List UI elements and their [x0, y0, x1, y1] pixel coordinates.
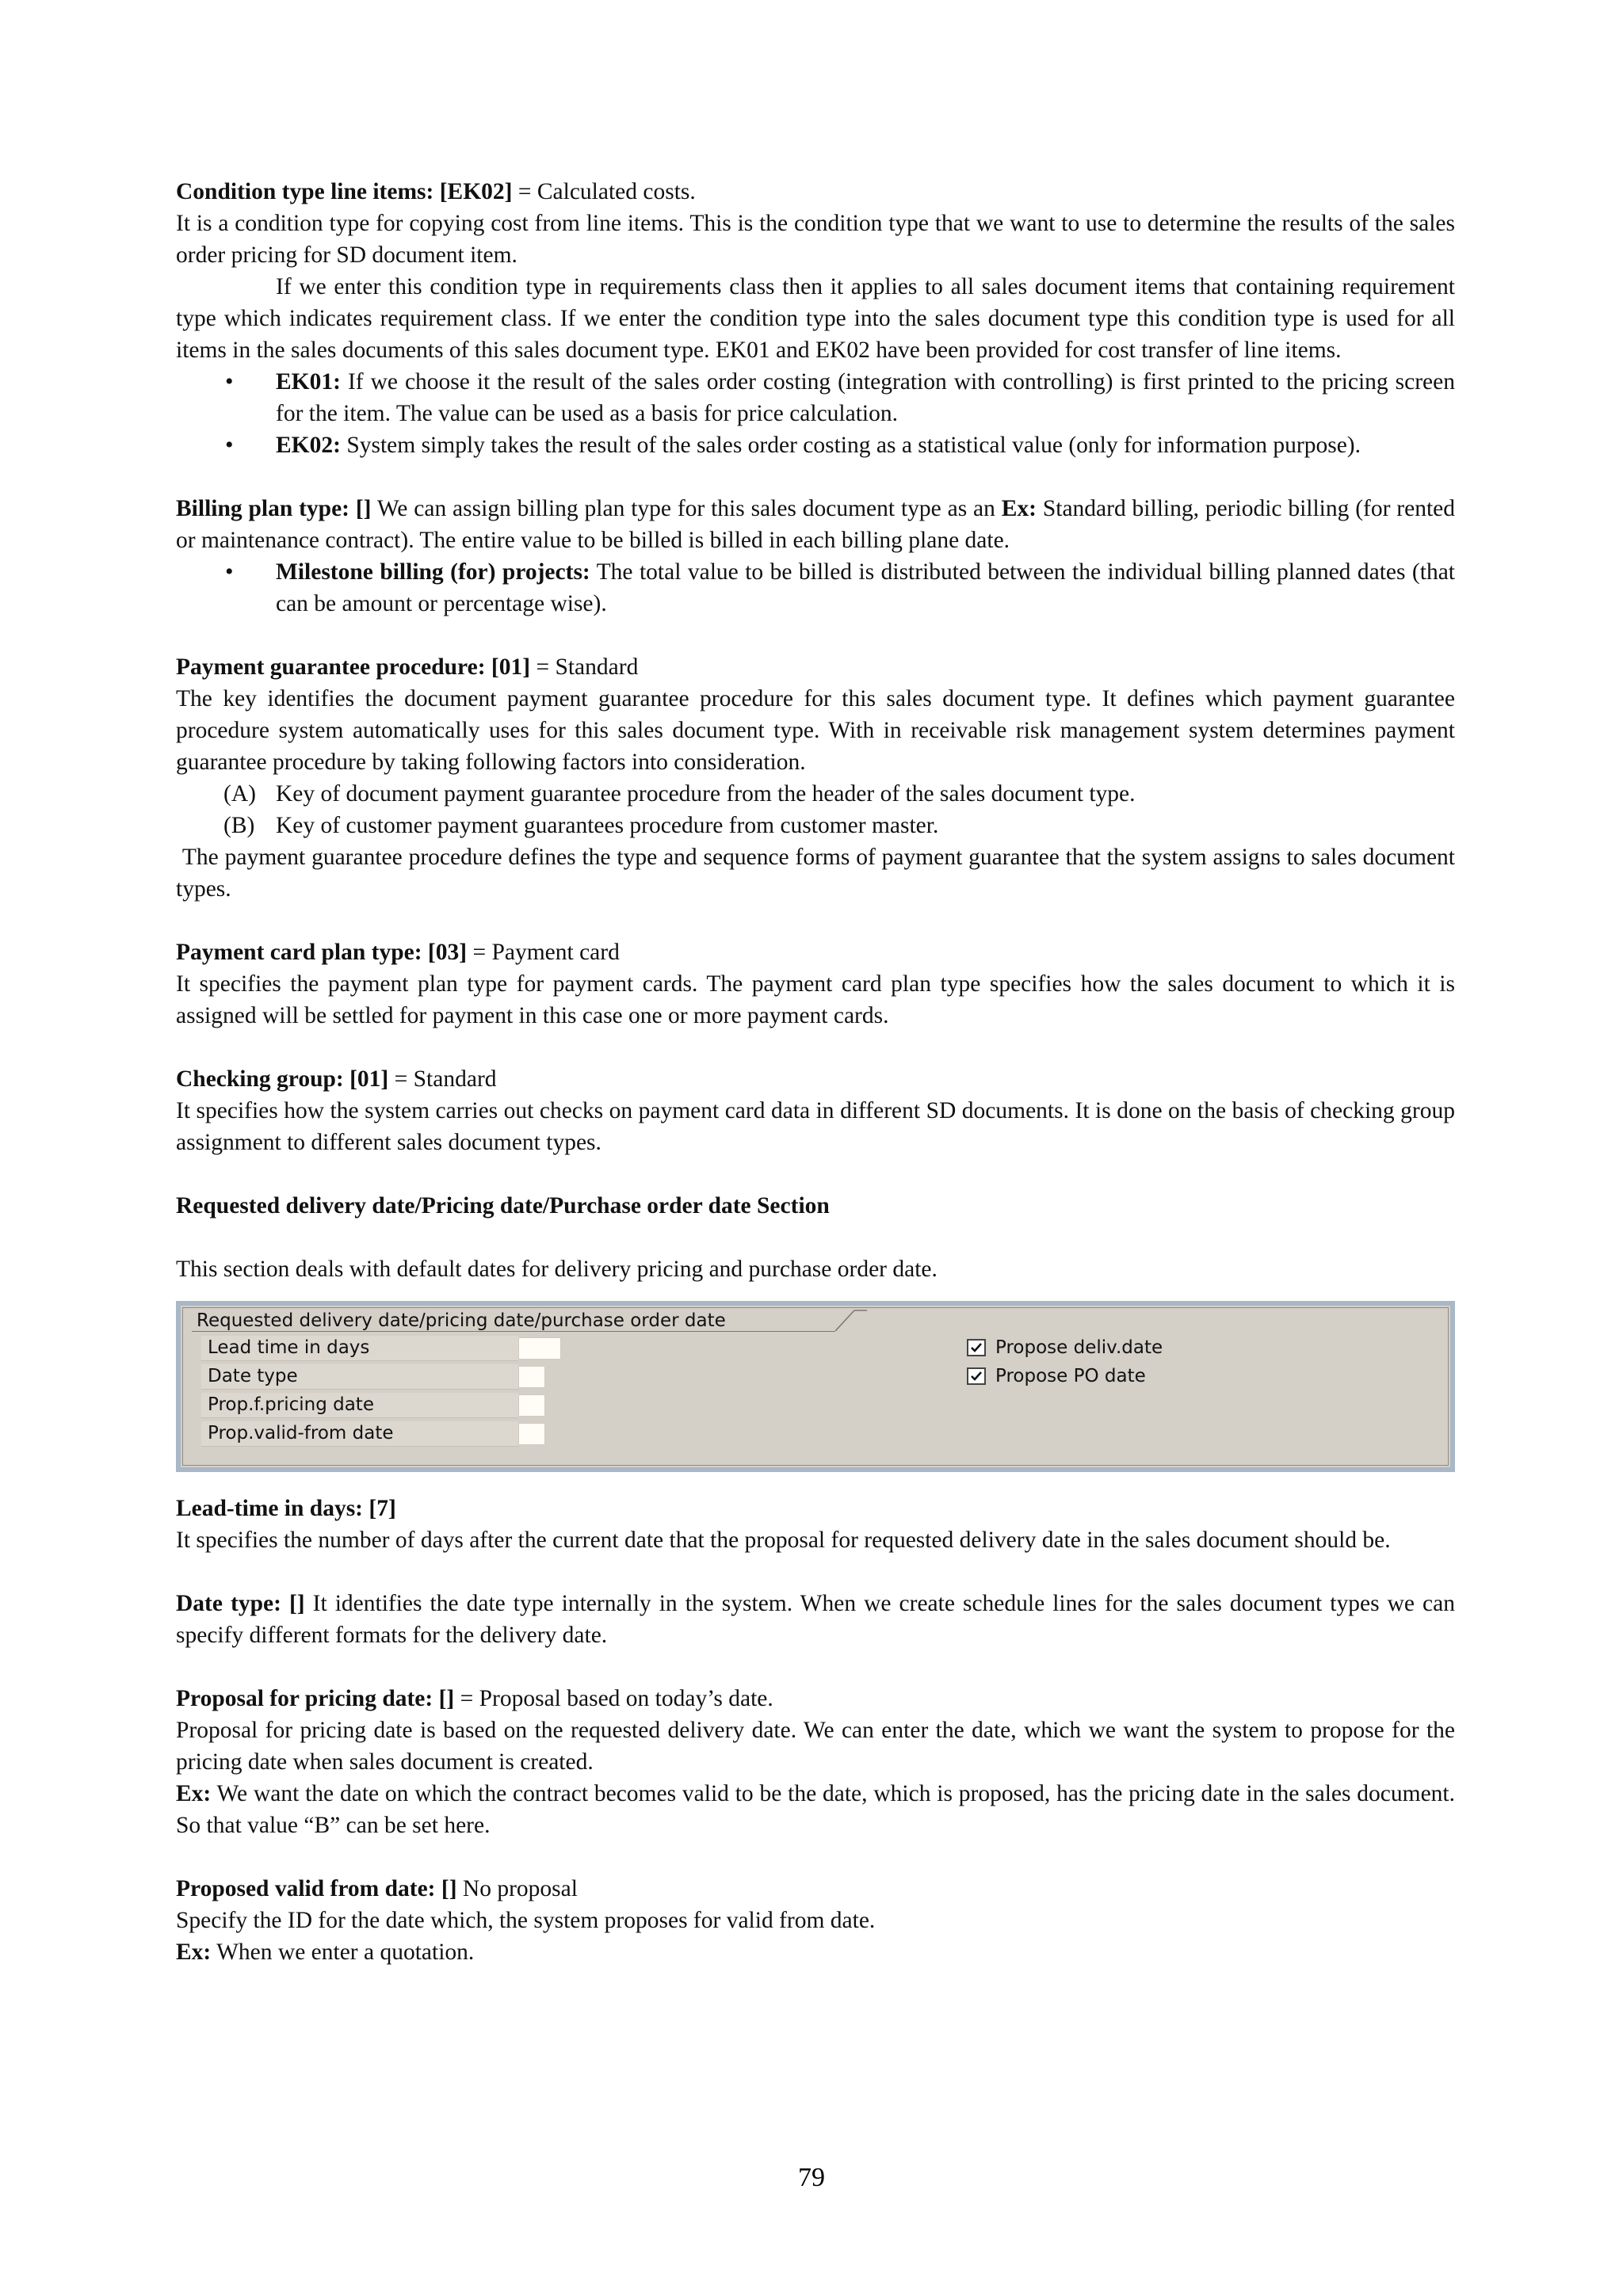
- field-label: Lead time in days: [201, 1336, 518, 1361]
- field-label: Prop.valid-from date: [201, 1421, 518, 1447]
- bullet-list: [176, 556, 1455, 620]
- heading-billing-plan: Billing plan type: []: [176, 496, 372, 521]
- text: When we enter a quotation.: [211, 1939, 475, 1965]
- date-type-input[interactable]: [518, 1366, 545, 1388]
- heading-rest: = Proposal based on today’s date.: [454, 1686, 773, 1711]
- heading-date-type: Date type: []: [176, 1591, 305, 1616]
- heading-pricing-date: Proposal for pricing date: []: [176, 1686, 455, 1711]
- lead-time-input[interactable]: [518, 1337, 561, 1360]
- paragraph: It specifies how the system carries out checks on payment card data in different SD documents. It is done on the basis of checking group assignment to different sales document types.: [176, 1098, 1455, 1155]
- document-page: [176, 176, 1461, 1968]
- page-number: 79: [798, 2163, 825, 2192]
- section-pricing-date: [176, 1683, 1455, 1714]
- heading-requested-delivery: Requested delivery date/Pricing date/Purchase order date Section: [176, 1193, 830, 1219]
- heading-valid-from: Proposed valid from date: []: [176, 1876, 457, 1901]
- paragraph: It specifies the number of days after the current date that the proposal for requested delivery date in the sales document should be.: [176, 1527, 1391, 1553]
- heading-rest: = Standard: [530, 654, 639, 680]
- paragraph: It is a condition type for copying cost from line items. This is the condition type that we want to use to determine the results of the sales order pricing for SD document item.: [176, 211, 1455, 268]
- field-label: Date type: [201, 1364, 518, 1390]
- section-date-type: [176, 1588, 1455, 1651]
- section-valid-from: [176, 1873, 1455, 1905]
- section-lead-time: [176, 1493, 1455, 1524]
- list-item: [176, 429, 1455, 461]
- paragraph: It specifies the payment plan type for payment cards. The payment card plan type specifies how the sales document to which it is assigned will be settled for payment in this case one or more payment cards.: [176, 971, 1455, 1028]
- heading-rest: = Standard: [388, 1066, 497, 1092]
- heading-rest: = Payment card: [467, 940, 620, 965]
- section-payment-card: [176, 936, 1455, 968]
- heading-rest: No proposal: [456, 1876, 578, 1901]
- ordered-list: [176, 778, 1455, 841]
- checkbox-label: Propose PO date: [995, 1366, 1146, 1386]
- panel-title: Requested delivery date/pricing date/purchase order date: [192, 1309, 831, 1331]
- paragraph: Specify the ID for the date which, the system proposes for valid from date.: [176, 1908, 876, 1933]
- sap-screenshot-panel: [176, 1301, 1455, 1472]
- ex-label: Ex:: [176, 1939, 212, 1965]
- tab-divider: [192, 1331, 835, 1332]
- heading-checking-group: Checking group: [01]: [176, 1066, 389, 1092]
- list-marker: (A): [223, 781, 256, 807]
- list-marker: (B): [223, 813, 255, 838]
- text: Standard billing, periodic billing (for rented or maintenance contract). The entire value to be billed is billed in each billing plane date.: [176, 496, 1456, 553]
- list-text: Key of customer payment guarantees procedure from customer master.: [276, 813, 939, 838]
- tab-corner: [835, 1309, 867, 1331]
- checkbox-box[interactable]: [967, 1367, 986, 1385]
- text: It identifies the date type internally in the system. When we create schedule lines for the sales document types we can specify different formats for the delivery date.: [176, 1591, 1455, 1648]
- paragraph: If we enter this condition type in requirements class then it applies to all sales document items that containing requirement type which indicates requirement class. If we enter the condition type into the sales document type this condition type is used for all items in the sales documents of this sales document type. EK01 and EK02 have been provided for cost transfer of line items.: [176, 274, 1455, 363]
- ex-label: Ex:: [176, 1781, 212, 1806]
- bullet-text: System simply takes the result of the sales order costing as a statistical value (only for information purpose).: [340, 433, 1361, 458]
- bullet-label: Milestone billing (for) projects:: [276, 559, 590, 585]
- section-payment-guarantee: [176, 651, 1455, 683]
- pricing-date-input[interactable]: [518, 1394, 545, 1417]
- list-text: Key of document payment guarantee procedure from the header of the sales document type.: [276, 781, 1136, 807]
- bullet-label: EK02:: [276, 433, 341, 458]
- heading-lead-time: Lead-time in days: [7]: [176, 1496, 396, 1521]
- field-label: Prop.f.pricing date: [201, 1393, 518, 1418]
- section-billing-plan: [176, 493, 1455, 556]
- list-item: [223, 778, 1455, 810]
- section-condition-type: [176, 176, 1455, 208]
- valid-from-input[interactable]: [518, 1423, 545, 1445]
- checkmark-icon: [969, 1341, 983, 1354]
- bullet-label: EK01:: [276, 369, 341, 395]
- ex-label: Ex:: [1001, 496, 1037, 521]
- paragraph: [176, 1936, 1455, 1968]
- paragraph: [176, 1778, 1455, 1841]
- text: We can assign billing plan type for this sales document type as an: [371, 496, 1002, 521]
- paragraph: Proposal for pricing date is based on the requested delivery date. We can enter the date, which we want the system to propose for the pricing date when sales document is created.: [176, 1718, 1455, 1775]
- heading-condition-type: Condition type line items: [EK02]: [176, 179, 513, 204]
- paragraph: The payment guarantee procedure defines the type and sequence forms of payment guarantee that the system assigns to sales document types.: [176, 845, 1461, 902]
- section-checking-group: [176, 1063, 1455, 1095]
- checkbox-box[interactable]: [967, 1339, 986, 1356]
- paragraph: This section deals with default dates for delivery pricing and purchase order date.: [176, 1257, 938, 1282]
- text: We want the date on which the contract becomes valid to be the date, which is proposed, has the pricing date in the sales document. So that value “B” can be set here.: [176, 1781, 1455, 1838]
- paragraph: The key identifies the document payment guarantee procedure for this sales document type. It defines which payment guarantee procedure system automatically uses for this sales document type. With in receivable risk management system determines payment guarantee procedure by taking following factors into consideration.: [176, 686, 1455, 775]
- heading-payment-card: Payment card plan type: [03]: [176, 940, 468, 965]
- bullet-text: If we choose it the result of the sales order costing (integration with controlling) is first printed to the pricing screen for the item. The value can be used as a basis for price calculation.: [276, 369, 1455, 426]
- list-item: [176, 556, 1455, 620]
- heading-payment-guarantee: Payment guarantee procedure: [01]: [176, 654, 531, 680]
- list-item: [223, 810, 1455, 841]
- bullet-list: [176, 366, 1455, 461]
- heading-rest: = Calculated costs.: [512, 179, 696, 204]
- checkmark-icon: [969, 1370, 983, 1383]
- bullet-text: The total value to be billed is distributed between the individual billing planned dates (that can be amount or percentage wise).: [276, 559, 1455, 616]
- checkbox-label: Propose deliv.date: [995, 1337, 1163, 1358]
- section-requested-delivery: [176, 1190, 1455, 1222]
- list-item: [176, 366, 1455, 429]
